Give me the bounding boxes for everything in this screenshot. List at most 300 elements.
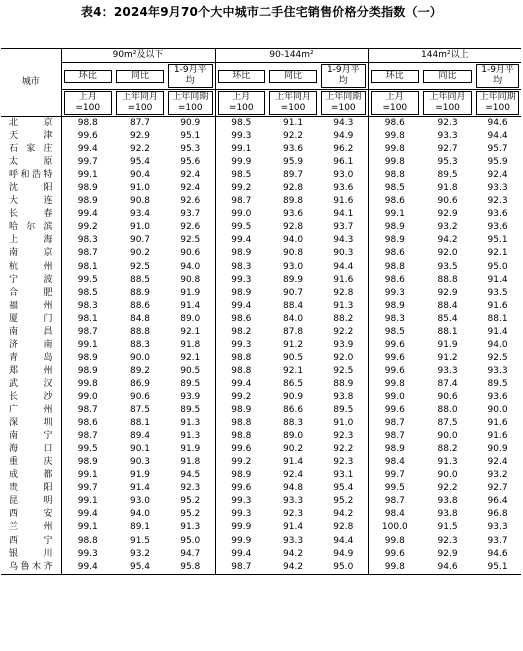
index-value: 92.0 <box>437 248 458 259</box>
index-value: 90.5 <box>180 365 201 376</box>
index-value: 93.9 <box>333 339 354 350</box>
index-value: 90.5 <box>283 352 304 363</box>
index-value: 93.3 <box>283 496 304 507</box>
index-value: 94.2 <box>283 548 304 559</box>
index-value: 99.4 <box>215 300 267 313</box>
table-row <box>1 274 521 287</box>
index-value: 91.9 <box>180 444 201 455</box>
base-header <box>368 90 421 117</box>
index-value: 91.4 <box>283 522 304 533</box>
index-value: 90.2 <box>129 248 151 259</box>
index-value: 94.4 <box>333 261 354 272</box>
price-index-table <box>1 48 521 575</box>
city-name: 哈尔滨 <box>9 222 53 233</box>
index-value: 90.9 <box>283 392 304 402</box>
index-value: 99.3 <box>215 339 267 352</box>
table-row <box>1 535 521 548</box>
index-value: 95.1 <box>474 561 521 575</box>
index-value: 92.8 <box>283 183 304 194</box>
index-value: 94.1 <box>333 209 354 220</box>
index-value: 96.8 <box>487 509 508 520</box>
index-value: 88.4 <box>283 300 304 311</box>
index-value: 99.1 <box>61 521 114 534</box>
index-value: 91.0 <box>129 183 151 194</box>
index-value: 95.4 <box>114 561 166 575</box>
index-value: 98.5 <box>215 169 267 182</box>
index-value: 98.3 <box>61 234 114 247</box>
index-value: 91.5 <box>437 522 458 533</box>
index-value: 93.2 <box>487 470 508 481</box>
base-header-label: 上月=100 <box>371 91 420 115</box>
index-value: 92.2 <box>129 144 151 155</box>
index-value: 99.6 <box>368 365 421 378</box>
index-value: 94.0 <box>487 339 508 350</box>
index-value: 93.6 <box>487 392 508 402</box>
index-value: 95.3 <box>180 144 201 155</box>
index-value: 92.5 <box>180 235 201 246</box>
city-name: 石家庄 <box>9 144 53 155</box>
city-name: 贵阳 <box>9 483 53 494</box>
index-value: 91.6 <box>333 196 354 207</box>
base-header <box>166 90 215 117</box>
index-value: 99.7 <box>61 156 114 169</box>
city-name: 西宁 <box>9 535 53 546</box>
index-value: 91.8 <box>180 339 201 350</box>
index-value: 99.6 <box>368 548 421 561</box>
table-row <box>1 143 521 156</box>
base-header-label: 上月=100 <box>64 91 113 115</box>
index-value: 88.1 <box>437 326 458 337</box>
index-value: 99.4 <box>215 548 267 561</box>
index-value: 98.9 <box>61 352 114 365</box>
index-value: 95.0 <box>319 561 368 575</box>
index-value: 88.9 <box>333 378 354 389</box>
group-header-medium: 90-144m² <box>215 49 368 63</box>
index-value: 93.3 <box>487 522 508 533</box>
index-value: 92.6 <box>180 222 201 233</box>
index-value: 93.5 <box>437 261 458 272</box>
index-value: 93.7 <box>487 535 508 546</box>
sub-header <box>166 63 215 90</box>
base-header <box>114 90 166 117</box>
index-value: 99.9 <box>215 156 267 169</box>
index-value: 94.6 <box>487 118 508 129</box>
table-row <box>1 365 521 378</box>
index-value: 99.1 <box>61 469 114 482</box>
index-value: 89.7 <box>283 170 304 181</box>
index-value: 99.5 <box>215 221 267 234</box>
index-value: 91.2 <box>283 339 304 350</box>
index-value: 89.5 <box>437 170 458 181</box>
index-value: 99.9 <box>215 535 267 548</box>
index-value: 99.2 <box>215 456 267 469</box>
index-value: 93.6 <box>487 209 508 220</box>
index-value: 95.3 <box>437 157 458 168</box>
index-value: 90.6 <box>437 196 458 207</box>
index-value: 91.4 <box>180 300 201 311</box>
index-value: 94.0 <box>283 235 304 246</box>
index-value: 91.9 <box>129 470 151 481</box>
index-value: 95.2 <box>180 496 201 507</box>
city-column-header: 城市 <box>1 49 61 117</box>
city-name: 郑州 <box>9 365 53 376</box>
index-value: 92.5 <box>333 365 354 376</box>
index-value: 88.8 <box>129 326 151 337</box>
table-row <box>1 195 521 208</box>
index-value: 96.1 <box>333 157 354 168</box>
index-value: 88.5 <box>129 274 151 285</box>
index-value: 93.1 <box>333 470 354 481</box>
index-value: 92.0 <box>333 352 354 363</box>
index-value: 92.3 <box>283 509 304 520</box>
index-value: 91.2 <box>437 352 458 363</box>
sub-header <box>215 63 267 90</box>
index-value: 93.6 <box>487 222 508 233</box>
table-row <box>1 156 521 169</box>
index-value: 90.0 <box>437 470 458 481</box>
index-value: 99.8 <box>368 130 421 143</box>
table-row <box>1 430 521 443</box>
index-value: 93.0 <box>129 496 151 507</box>
index-value: 92.8 <box>283 222 304 233</box>
sub-header <box>61 63 114 90</box>
index-value: 95.9 <box>283 157 304 168</box>
index-value: 98.4 <box>368 508 421 521</box>
index-value: 99.4 <box>215 378 267 391</box>
index-value: 99.2 <box>215 182 267 195</box>
index-value: 99.4 <box>61 561 114 575</box>
index-value: 92.1 <box>180 326 201 337</box>
index-value: 93.9 <box>180 392 201 402</box>
index-value: 92.3 <box>437 535 458 546</box>
index-value: 91.4 <box>283 457 304 468</box>
index-value: 98.8 <box>61 117 114 131</box>
index-value: 92.2 <box>333 444 354 455</box>
index-value: 92.7 <box>487 483 508 494</box>
table-row <box>1 221 521 234</box>
table-row <box>1 339 521 352</box>
index-value: 91.4 <box>487 326 508 337</box>
index-value: 91.4 <box>487 274 508 285</box>
city-name: 深圳 <box>9 418 53 429</box>
table-row <box>1 443 521 456</box>
base-header-label: 上年同月=100 <box>269 91 317 115</box>
index-value: 93.4 <box>129 209 151 220</box>
index-value: 99.6 <box>61 130 114 143</box>
index-value: 91.5 <box>129 535 151 546</box>
index-value: 98.5 <box>368 182 421 195</box>
base-header <box>267 90 319 117</box>
index-value: 98.7 <box>215 561 267 575</box>
index-value: 94.3 <box>333 235 354 246</box>
index-value: 88.0 <box>437 405 458 416</box>
index-value: 100.0 <box>368 521 421 534</box>
index-value: 92.3 <box>333 457 354 468</box>
index-value: 95.0 <box>180 535 201 546</box>
index-value: 98.1 <box>61 313 114 326</box>
index-value: 93.8 <box>333 392 354 402</box>
index-value: 89.2 <box>129 365 151 376</box>
index-value: 90.7 <box>129 235 151 246</box>
index-value: 96.4 <box>487 496 508 507</box>
index-value: 87.8 <box>283 326 304 337</box>
city-name: 兰州 <box>9 522 53 533</box>
base-header-label: 上月=100 <box>218 91 266 115</box>
table-row <box>1 130 521 143</box>
index-value: 89.9 <box>283 274 304 285</box>
index-value: 92.4 <box>180 170 201 181</box>
index-value: 98.3 <box>215 261 267 274</box>
index-value: 84.0 <box>283 313 304 324</box>
index-value: 90.8 <box>283 248 304 259</box>
index-value: 90.6 <box>437 392 458 402</box>
index-value: 92.5 <box>129 261 151 272</box>
index-value: 92.9 <box>437 548 458 559</box>
index-value: 88.8 <box>437 274 458 285</box>
city-name: 宁波 <box>9 274 53 285</box>
index-value: 99.8 <box>368 143 421 156</box>
base-header <box>61 90 114 117</box>
index-value: 99.1 <box>368 208 421 221</box>
index-value: 99.4 <box>215 234 267 247</box>
index-value: 90.0 <box>129 352 151 363</box>
index-value: 93.6 <box>283 209 304 220</box>
table-row <box>1 404 521 417</box>
sub-header-label: 环比 <box>218 70 266 83</box>
index-value: 98.5 <box>61 287 114 300</box>
sub-header-label: 1-9月平均 <box>321 64 366 88</box>
index-value: 95.7 <box>487 144 508 155</box>
city-name: 天津 <box>9 131 53 142</box>
base-header-label: 上年同期=100 <box>476 91 519 115</box>
page-title: 表4：2024年9月70个大中城市二手住宅销售价格分类指数（一） <box>80 5 443 19</box>
table-row <box>1 287 521 300</box>
index-value: 87.4 <box>437 378 458 389</box>
index-value: 91.6 <box>487 431 508 442</box>
index-value: 98.3 <box>61 300 114 313</box>
table-row <box>1 352 521 365</box>
table-row <box>1 482 521 495</box>
index-value: 99.6 <box>368 339 421 352</box>
city-name: 青岛 <box>9 352 53 363</box>
index-value: 98.8 <box>215 365 267 378</box>
city-name: 乌鲁木齐 <box>1 561 61 575</box>
index-value: 99.8 <box>368 535 421 548</box>
city-name: 昆明 <box>9 496 53 507</box>
index-value: 89.1 <box>129 522 151 533</box>
city-name: 南宁 <box>9 431 53 442</box>
sub-header-label: 同比 <box>269 70 317 83</box>
index-value: 99.6 <box>215 443 267 456</box>
index-value: 98.8 <box>368 261 421 274</box>
index-value: 90.3 <box>129 457 151 468</box>
index-value: 87.7 <box>129 118 151 129</box>
city-name: 杭州 <box>9 261 53 272</box>
index-value: 95.6 <box>180 157 201 168</box>
city-name: 成都 <box>9 470 53 481</box>
index-value: 99.1 <box>61 169 114 182</box>
index-value: 98.8 <box>215 417 267 430</box>
index-value: 90.1 <box>129 444 151 455</box>
index-value: 91.0 <box>129 222 151 233</box>
index-value: 98.8 <box>215 352 267 365</box>
index-value: 95.0 <box>487 261 508 272</box>
index-value: 95.2 <box>180 509 201 520</box>
sub-header-label: 1-9月平均 <box>476 64 519 88</box>
index-value: 99.1 <box>61 495 114 508</box>
index-value: 86.6 <box>283 405 304 416</box>
index-value: 94.2 <box>437 235 458 246</box>
table-row <box>1 521 521 534</box>
table-row <box>1 234 521 247</box>
index-value: 98.2 <box>215 326 267 339</box>
index-value: 93.6 <box>283 144 304 155</box>
index-value: 89.5 <box>180 405 201 416</box>
index-value: 89.4 <box>129 431 151 442</box>
city-name: 合肥 <box>9 287 53 298</box>
index-value: 98.7 <box>61 404 114 417</box>
index-value: 99.8 <box>61 378 114 391</box>
index-value: 93.7 <box>180 209 201 220</box>
index-value: 90.0 <box>487 405 508 416</box>
base-header-label: 上年同月=100 <box>116 91 164 115</box>
index-value: 99.7 <box>368 469 421 482</box>
city-name: 银川 <box>9 548 53 559</box>
index-value: 89.8 <box>283 196 304 207</box>
index-value: 92.2 <box>283 131 304 142</box>
city-name: 武汉 <box>9 378 53 389</box>
index-value: 91.3 <box>333 300 354 311</box>
index-value: 90.2 <box>283 444 304 455</box>
index-value: 84.8 <box>129 313 151 324</box>
base-header-label: 上年同期=100 <box>321 91 366 115</box>
index-value: 98.6 <box>61 417 114 430</box>
index-value: 93.0 <box>333 170 354 181</box>
index-value: 98.9 <box>61 456 114 469</box>
index-value: 94.9 <box>333 548 354 559</box>
index-value: 99.8 <box>368 378 421 391</box>
index-value: 98.7 <box>368 417 421 430</box>
index-value: 98.9 <box>61 182 114 195</box>
index-value: 98.9 <box>215 469 267 482</box>
index-value: 93.2 <box>129 548 151 559</box>
index-value: 98.9 <box>215 404 267 417</box>
table-row <box>1 456 521 469</box>
index-value: 92.1 <box>283 365 304 376</box>
index-value: 98.9 <box>61 365 114 378</box>
index-value: 95.4 <box>333 483 354 494</box>
index-value: 90.6 <box>129 392 151 402</box>
index-value: 95.9 <box>487 157 508 168</box>
index-value: 90.4 <box>129 170 151 181</box>
sub-header <box>114 63 166 90</box>
city-name: 南昌 <box>9 326 53 337</box>
index-value: 94.5 <box>180 470 201 481</box>
index-value: 94.6 <box>421 561 474 575</box>
index-value: 99.3 <box>215 495 267 508</box>
index-value: 98.7 <box>61 247 114 260</box>
index-value: 93.3 <box>487 183 508 194</box>
index-value: 98.9 <box>368 234 421 247</box>
index-value: 94.9 <box>333 131 354 142</box>
index-value: 86.5 <box>283 378 304 389</box>
city-name: 北京 <box>9 118 53 129</box>
index-value: 90.6 <box>180 248 201 259</box>
index-value: 88.9 <box>129 287 151 298</box>
sub-header <box>368 63 421 90</box>
index-value: 99.3 <box>61 548 114 561</box>
index-value: 98.4 <box>368 456 421 469</box>
index-value: 91.3 <box>180 522 201 533</box>
index-value: 91.8 <box>180 457 201 468</box>
index-value: 90.7 <box>283 287 304 298</box>
index-value: 94.2 <box>267 561 319 575</box>
index-value: 99.8 <box>368 156 421 169</box>
index-value: 93.8 <box>437 496 458 507</box>
city-name: 长春 <box>9 209 53 220</box>
index-value: 92.4 <box>283 470 304 481</box>
city-name: 南京 <box>9 248 53 259</box>
index-value: 99.5 <box>368 482 421 495</box>
city-name: 厦门 <box>9 313 53 324</box>
index-value: 98.1 <box>61 261 114 274</box>
index-value: 92.1 <box>487 248 508 259</box>
index-value: 93.7 <box>333 222 354 233</box>
index-value: 90.8 <box>129 196 151 207</box>
index-value: 88.2 <box>333 313 354 324</box>
index-value: 87.5 <box>129 405 151 416</box>
index-value: 99.0 <box>61 391 114 404</box>
index-value: 91.3 <box>437 457 458 468</box>
index-value: 99.6 <box>368 404 421 417</box>
sub-header <box>267 63 319 90</box>
city-name: 长沙 <box>9 392 53 402</box>
index-value: 99.5 <box>61 274 114 287</box>
table-row <box>1 391 521 404</box>
index-value: 92.5 <box>487 352 508 363</box>
table-row <box>1 300 521 313</box>
city-name: 重庆 <box>9 457 53 468</box>
base-header <box>215 90 267 117</box>
sub-header-label: 环比 <box>64 70 113 83</box>
index-value: 91.6 <box>487 418 508 429</box>
index-value: 91.1 <box>283 118 304 129</box>
index-value: 99.3 <box>368 287 421 300</box>
table-row <box>1 548 521 561</box>
index-value: 92.2 <box>437 483 458 494</box>
index-value: 92.8 <box>333 522 354 533</box>
sub-header-label: 同比 <box>116 70 164 83</box>
index-value: 98.7 <box>61 326 114 339</box>
index-value: 92.9 <box>437 287 458 298</box>
index-value: 92.2 <box>333 326 354 337</box>
index-value: 88.3 <box>129 339 151 350</box>
city-name: 沈阳 <box>9 183 53 194</box>
city-name: 上海 <box>9 235 53 246</box>
index-value: 86.9 <box>129 378 151 389</box>
table-row <box>1 261 521 274</box>
index-value: 89.0 <box>180 313 201 324</box>
table-row <box>1 561 521 575</box>
index-value: 98.6 <box>368 117 421 131</box>
table-row <box>1 313 521 326</box>
table-row <box>1 326 521 339</box>
index-value: 98.9 <box>368 221 421 234</box>
index-value: 99.6 <box>215 482 267 495</box>
index-value: 92.3 <box>180 483 201 494</box>
index-value: 99.0 <box>215 208 267 221</box>
index-value: 93.5 <box>487 287 508 298</box>
